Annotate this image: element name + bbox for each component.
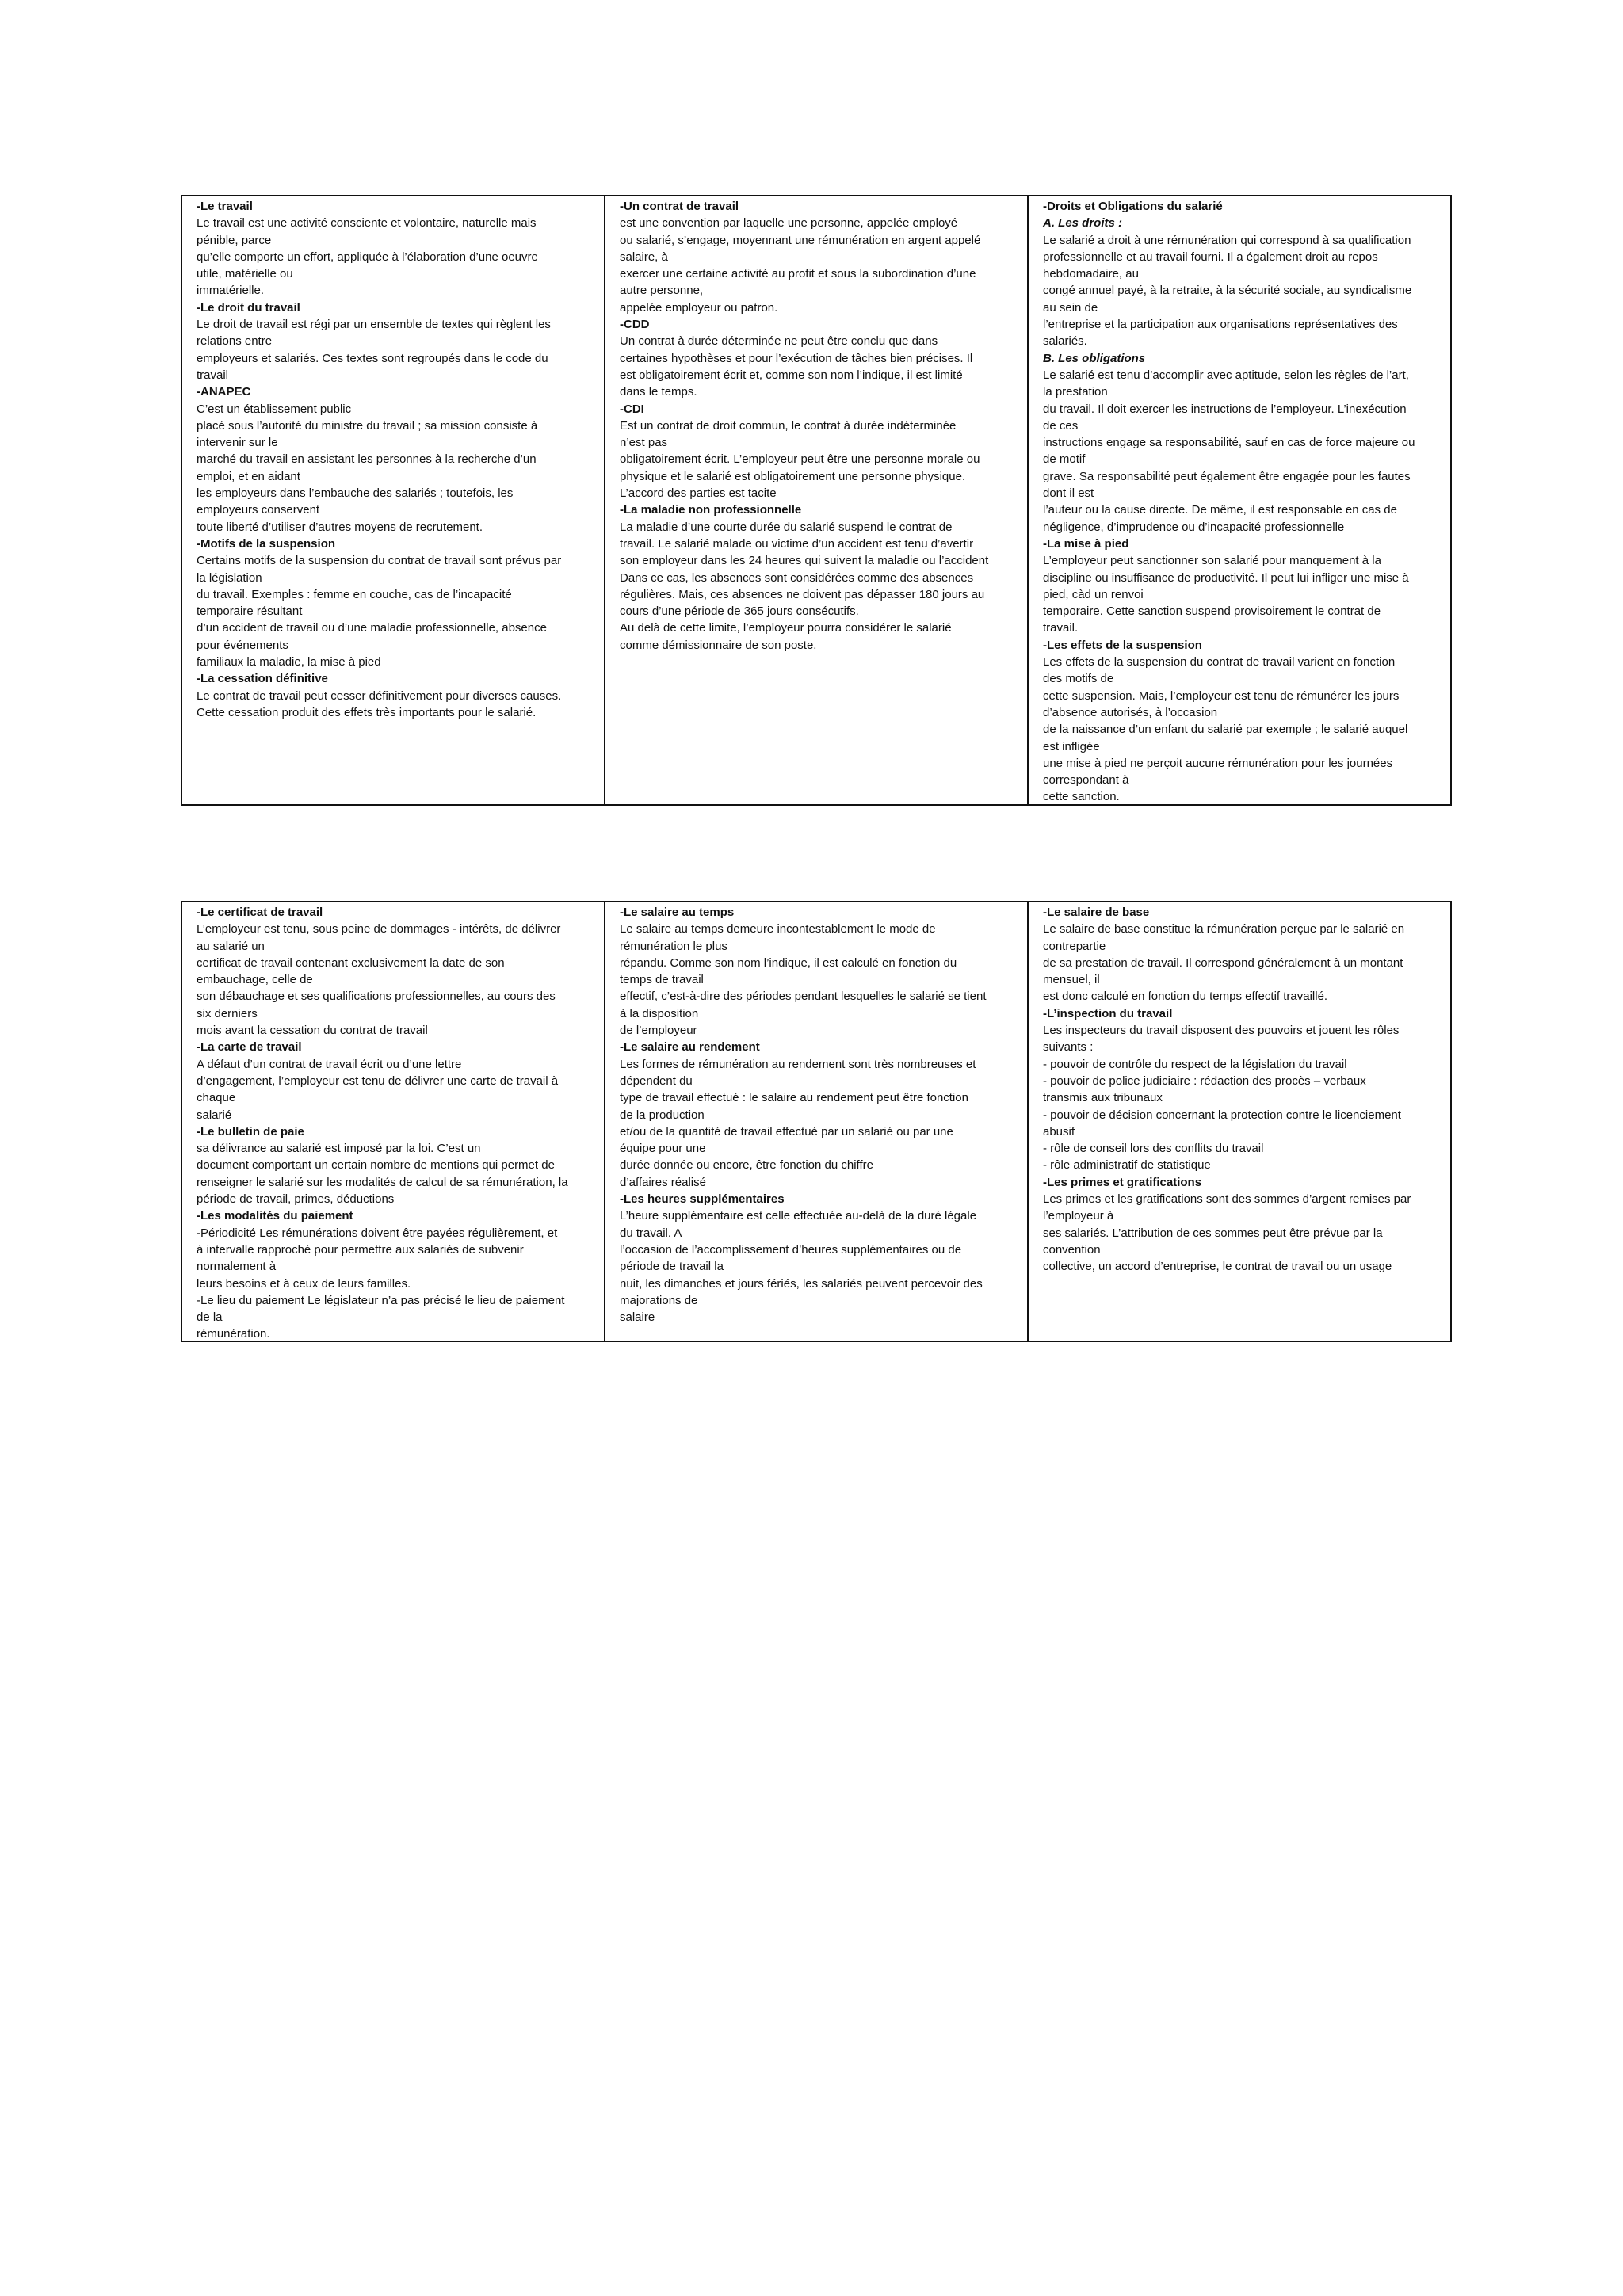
section-heading: B. Les obligations [1043, 351, 1146, 365]
column-salaire-base-inspection [1029, 902, 1450, 1341]
section-heading: -La carte de travail [197, 1040, 302, 1055]
body-text-line: document comportant un certain nombre de mentions qui permet de [197, 1158, 555, 1173]
body-text-line: congé annuel payé, à la retraite, à la sécurité sociale, au syndicalisme [1043, 284, 1412, 298]
body-text-line: ses salariés. L’attribution de ces sommes peut être prévue par la [1043, 1226, 1383, 1240]
body-text-line: régulières. Mais, ces absences ne doivent pas dépasser 180 jours au [620, 587, 985, 601]
body-text-line: type de travail effectué : le salaire au rendement peut être fonction [620, 1091, 968, 1105]
body-text-line: placé sous l’autorité du ministre du travail ; sa mission consiste à [197, 418, 538, 433]
body-text-line: qu’elle comporte un effort, appliquée à l’élaboration d’une oeuvre [197, 250, 538, 264]
body-text-line: d’affaires réalisé [620, 1175, 706, 1189]
body-text-line: n’est pas [620, 436, 668, 450]
body-text-line: La maladie d’une courte durée du salarié suspend le contrat de [620, 520, 953, 534]
body-text-line: temporaire résultant [197, 605, 303, 619]
column-contrat-de-travail [605, 196, 1029, 804]
body-text-line: correspondant à [1043, 773, 1129, 788]
section-heading: -La cessation définitive [197, 672, 328, 686]
body-text-line: au sein de [1043, 300, 1098, 315]
body-text-line: de la naissance d’un enfant du salarié par exemple ; le salarié auquel [1043, 723, 1408, 737]
body-text-line: employeurs conservent [197, 503, 320, 517]
body-text-line: marché du travail en assistant les personnes à la recherche d’un [197, 452, 537, 467]
body-text-line: durée donnée ou encore, être fonction du chiffre [620, 1158, 873, 1173]
body-text-line: - pouvoir de police judiciaire : rédaction des procès – verbaux [1043, 1074, 1366, 1088]
body-text-line: L’accord des parties est tacite [620, 486, 777, 501]
body-text-line: d’absence autorisés, à l’occasion [1043, 705, 1218, 719]
body-text-line: renseigner le salarié sur les modalités de calcul de sa rémunération, la [197, 1175, 568, 1189]
body-text-line: à la disposition [620, 1006, 699, 1020]
body-text-line: la législation [197, 570, 262, 585]
body-text-line: une mise à pied ne perçoit aucune rémunération pour les journées [1043, 756, 1393, 770]
body-text-line: Le droit de travail est régi par un ensemble de textes qui règlent les [197, 318, 551, 332]
body-text-line: son employeur dans les 24 heures qui suivent la maladie ou l’accident [620, 554, 989, 568]
body-text-line: de sa prestation de travail. Il correspond généralement à un montant [1043, 955, 1403, 970]
body-text-line: de motif [1043, 452, 1086, 467]
section-heading: -Le salaire au temps [620, 906, 735, 919]
body-text-line: instructions engage sa responsabilité, sauf en cas de force majeure ou [1043, 436, 1415, 450]
body-text-line: six derniers [197, 1006, 258, 1020]
body-text-line: de la production [620, 1108, 705, 1122]
body-text-line: hebdomadaire, au [1043, 267, 1139, 281]
body-text-line: obligatoirement écrit. L’employeur peut être une personne morale ou [620, 452, 980, 467]
body-text-line: l’employeur à [1043, 1209, 1114, 1223]
body-text-line: L’heure supplémentaire est celle effectuée au-delà de la duré légale [620, 1209, 977, 1223]
section-heading: -La maladie non professionnelle [620, 503, 802, 517]
section-heading: -Un contrat de travail [620, 200, 739, 213]
body-text-line: exercer une certaine activité au profit et sous la subordination d’une [620, 267, 976, 281]
body-text-line: travail. Le salarié malade ou victime d’un accident est tenu d’avertir [620, 536, 974, 551]
body-text-line: l’entreprise et la participation aux organisations représentatives des [1043, 318, 1398, 332]
body-text-line: effectif, c’est-à-dire des périodes pendant lesquelles le salarié se tient [620, 990, 987, 1004]
body-text-line: de l’employeur [620, 1024, 697, 1038]
body-text-line: collective, un accord d’entreprise, le contrat de travail ou un usage [1043, 1260, 1392, 1274]
body-text-line: de ces [1043, 418, 1079, 433]
body-text-line: du travail. Il doit exercer les instructions de l’employeur. L’inexécution [1043, 402, 1407, 416]
body-text-line: mois avant la cessation du contrat de travail [197, 1024, 428, 1038]
body-text-line: d’un accident de travail ou d’une maladie professionnelle, absence [197, 621, 547, 635]
body-text-line: Le travail est une activité consciente et volontaire, naturelle mais [197, 216, 537, 231]
body-text-line: salaire, à [620, 250, 668, 264]
body-text-line: immatérielle. [197, 284, 265, 298]
body-text-line: A défaut d’un contrat de travail écrit ou d’une lettre [197, 1057, 462, 1071]
body-text-line: convention [1043, 1242, 1101, 1257]
body-text-line: d’engagement, l’employeur est tenu de délivrer une carte de travail à [197, 1074, 559, 1088]
body-text-line: abusif [1043, 1124, 1075, 1138]
body-text-line: L’employeur est tenu, sous peine de dommages - intérêts, de délivrer [197, 922, 561, 936]
body-text-line: travail [197, 368, 229, 382]
body-text-line: du travail. A [620, 1226, 682, 1240]
body-text-line: Au delà de cette limite, l’employeur pourra considérer le salarié [620, 621, 952, 635]
body-text-line: - pouvoir de décision concernant la protection contre le licenciement [1043, 1108, 1401, 1122]
notes-table-bottom [181, 901, 1452, 1342]
section-heading: -L’inspection du travail [1043, 1006, 1173, 1020]
body-text-line: chaque [197, 1091, 236, 1105]
notes-table-top [181, 195, 1452, 806]
body-text-line: Est un contrat de droit commun, le contrat à durée indéterminée [620, 418, 957, 433]
body-text-line: nuit, les dimanches et jours fériés, les salariés peuvent percevoir des [620, 1276, 983, 1291]
body-text-line: sa délivrance au salarié est imposé par la loi. C’est un [197, 1142, 481, 1156]
body-text-line: employeurs et salariés. Ces textes sont regroupés dans le code du [197, 351, 548, 365]
body-text-line: cette suspension. Mais, l’employeur est tenu de rémunérer les jours [1043, 688, 1400, 703]
body-text-line: pour événements [197, 638, 288, 652]
column-droits-obligations [1029, 196, 1450, 804]
body-text-line: utile, matérielle ou [197, 267, 293, 281]
section-heading: -Le certificat de travail [197, 906, 323, 919]
section-heading: -Le droit du travail [197, 300, 300, 315]
column-travail-droit [182, 196, 605, 804]
body-text-line: des motifs de [1043, 672, 1114, 686]
section-heading: -La mise à pied [1043, 536, 1129, 551]
body-text-line: toute liberté d’utiliser d’autres moyens de recrutement. [197, 520, 483, 534]
body-text-line: temporaire. Cette sanction suspend provisoirement le contrat de [1043, 605, 1381, 619]
body-text-line: intervenir sur le [197, 436, 278, 450]
body-text-line: travail. [1043, 621, 1079, 635]
body-text-line: transmis aux tribunaux [1043, 1091, 1163, 1105]
column-certificat-bulletin [182, 902, 605, 1341]
body-text-line: - pouvoir de contrôle du respect de la législation du travail [1043, 1057, 1347, 1071]
body-text-line: comme démissionnaire de son poste. [620, 638, 817, 652]
body-text-line: du travail. Exemples : femme en couche, cas de l’incapacité [197, 587, 512, 601]
body-text-line: Les effets de la suspension du contrat de travail varient en fonction [1043, 655, 1396, 669]
body-text-line: Un contrat à durée déterminée ne peut être conclu que dans [620, 334, 938, 349]
section-heading: -Le salaire de base [1043, 906, 1150, 919]
section-heading: -ANAPEC [197, 385, 251, 399]
body-text-line: majorations de [620, 1293, 698, 1307]
body-text-line: discipline ou insuffisance de productivité. Il peut lui infliger une mise à [1043, 570, 1409, 585]
body-text-line: cours d’une période de 365 jours consécutifs. [620, 605, 859, 619]
body-text-line: C’est un établissement public [197, 402, 352, 416]
section-heading: -Droits et Obligations du salarié [1043, 200, 1223, 213]
body-text-line: leurs besoins et à ceux de leurs familles. [197, 1276, 411, 1291]
body-text-line: pied, càd un renvoi [1043, 587, 1144, 601]
body-text-line: L’employeur peut sanctionner son salarié pour manquement à la [1043, 554, 1381, 568]
section-heading: -Le travail [197, 200, 253, 213]
section-heading: -Le salaire au rendement [620, 1040, 760, 1055]
body-text-line: rémunération. [197, 1327, 270, 1341]
body-text-line: salaire [620, 1310, 655, 1325]
body-text-line: Le salarié est tenu d’accomplir avec aptitude, selon les règles de l’art, [1043, 368, 1409, 382]
body-text-line: certaines hypothèses et pour l’exécution de tâches bien précises. Il [620, 351, 973, 365]
body-text-line: physique et le salarié est obligatoirement une personne physique. [620, 469, 966, 483]
body-text-line: les employeurs dans l’embauche des salariés ; toutefois, les [197, 486, 514, 501]
body-text-line: la prestation [1043, 385, 1108, 399]
body-text-line: est donc calculé en fonction du temps effectif travaillé. [1043, 990, 1328, 1004]
body-text-line: grave. Sa responsabilité peut également être engagée pour les fautes [1043, 469, 1411, 483]
body-text-line: pénible, parce [197, 233, 272, 247]
body-text-line: autre personne, [620, 284, 704, 298]
section-heading: -Les effets de la suspension [1043, 638, 1202, 652]
body-text-line: période de travail, primes, déductions [197, 1192, 395, 1207]
body-text-line: dans le temps. [620, 385, 697, 399]
body-text-line: Cette cessation produit des effets très importants pour le salarié. [197, 705, 537, 719]
body-text-line: Les inspecteurs du travail disposent des pouvoirs et jouent les rôles [1043, 1024, 1400, 1038]
body-text-line: normalement à [197, 1260, 277, 1274]
section-heading: -CDD [620, 318, 650, 332]
body-text-line: Le contrat de travail peut cesser définitivement pour diverses causes. [197, 688, 562, 703]
body-text-line: Dans ce cas, les absences sont considérées comme des absences [620, 570, 974, 585]
body-text-line: - rôle administratif de statistique [1043, 1158, 1211, 1173]
body-text-line: équipe pour une [620, 1142, 706, 1156]
body-text-line: - rôle de conseil lors des conflits du travail [1043, 1142, 1264, 1156]
body-text-line: à intervalle rapproché pour permettre aux salariés de subvenir [197, 1242, 524, 1257]
body-text-line: mensuel, il [1043, 973, 1100, 987]
body-text-line: Les formes de rémunération au rendement sont très nombreuses et [620, 1057, 976, 1071]
body-text-line: son débauchage et ses qualifications professionnelles, au cours des [197, 990, 556, 1004]
body-text-line: -Périodicité Les rémunérations doivent être payées régulièrement, et [197, 1226, 558, 1240]
section-heading: A. Les droits : [1043, 216, 1123, 231]
body-text-line: -Le lieu du paiement Le législateur n’a pas précisé le lieu de paiement [197, 1293, 565, 1307]
body-text-line: au salarié un [197, 939, 265, 953]
body-text-line: Les primes et les gratifications sont des sommes d’argent remises par [1043, 1192, 1411, 1207]
body-text-line: emploi, et en aidant [197, 469, 300, 483]
body-text-line: ou salarié, s’engage, moyennant une rémunération en argent appelé [620, 233, 981, 247]
body-text-line: l’occasion de l’accomplissement d’heures supplémentaires ou de [620, 1242, 962, 1257]
section-heading: -Motifs de la suspension [197, 536, 336, 551]
body-text-line: dépendent du [620, 1074, 693, 1088]
body-text-line: Le salaire au temps demeure incontestablement le mode de [620, 922, 936, 936]
body-text-line: l’auteur ou la cause directe. De même, il est responsable en cas de [1043, 503, 1397, 517]
body-text-line: est infligée [1043, 739, 1100, 753]
body-text-line: appelée employeur ou patron. [620, 300, 778, 315]
body-text-line: de la [197, 1310, 223, 1325]
body-text-line: Le salarié a droit à une rémunération qui correspond à sa qualification [1043, 233, 1411, 247]
section-heading: -Les primes et gratifications [1043, 1175, 1202, 1189]
body-text-line: période de travail la [620, 1260, 724, 1274]
body-text-line: embauchage, celle de [197, 973, 313, 987]
body-text-line: cette sanction. [1043, 790, 1120, 804]
body-text-line: suivants : [1043, 1040, 1094, 1055]
body-text-line: professionnelle et au travail fourni. Il a également droit au repos [1043, 250, 1378, 264]
section-heading: -Le bulletin de paie [197, 1124, 304, 1138]
section-heading: -CDI [620, 402, 644, 416]
body-text-line: est obligatoirement écrit et, comme son nom l’indique, il est limité [620, 368, 963, 382]
body-text-line: certificat de travail contenant exclusivement la date de son [197, 955, 505, 970]
body-text-line: salariés. [1043, 334, 1087, 349]
body-text-line: et/ou de la quantité de travail effectué par un salarié ou par une [620, 1124, 953, 1138]
body-text-line: négligence, d’imprudence ou d’incapacité professionnelle [1043, 520, 1345, 534]
body-text-line: relations entre [197, 334, 273, 349]
body-text-line: temps de travail [620, 973, 704, 987]
body-text-line: répandu. Comme son nom l’indique, il est calculé en fonction du [620, 955, 957, 970]
body-text-line: rémunération le plus [620, 939, 727, 953]
body-text-line: contrepartie [1043, 939, 1106, 953]
body-text-line: Le salaire de base constitue la rémunération perçue par le salarié en [1043, 922, 1405, 936]
body-text-line: familiaux la maladie, la mise à pied [197, 655, 381, 669]
body-text-line: Certains motifs de la suspension du contrat de travail sont prévus par [197, 554, 562, 568]
section-heading: -Les heures supplémentaires [620, 1192, 785, 1207]
body-text-line: est une convention par laquelle une personne, appelée employé [620, 216, 958, 231]
body-text-line: salarié [197, 1108, 232, 1122]
body-text-line: dont il est [1043, 486, 1094, 501]
section-heading: -Les modalités du paiement [197, 1209, 353, 1223]
column-salaire-temps-rendement [605, 902, 1029, 1341]
